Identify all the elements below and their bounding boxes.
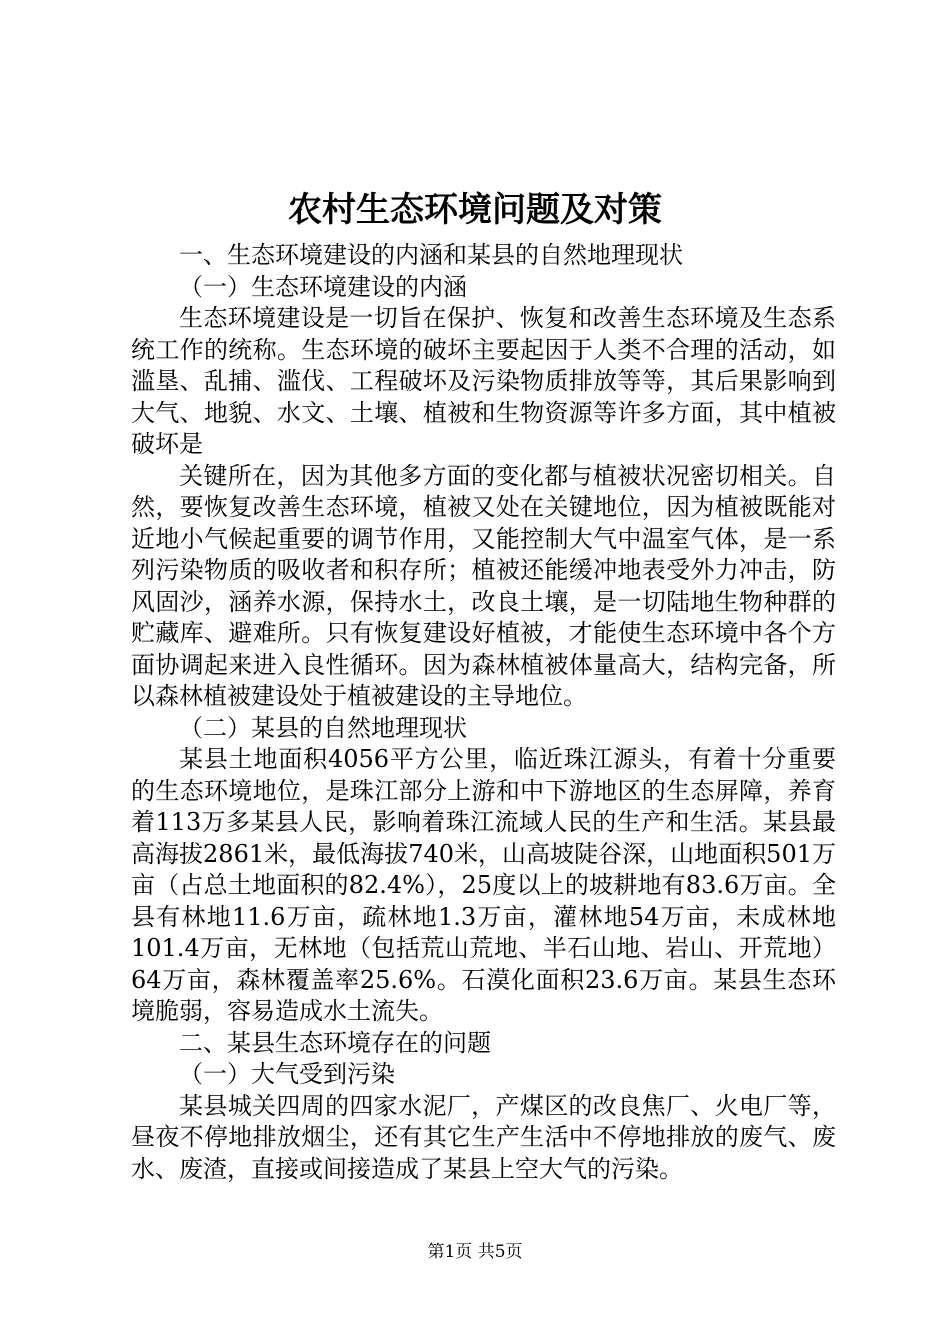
subsection-heading: （一）大气受到污染	[179, 1060, 395, 1088]
paragraph: 关键所在，因为其他多方面的变化都与植被状况密切相关。自然，要恢复改善生态环境，植被又处在关键地位，因为植被既能对近地小气候起重要的调节作用，又能控制大气中温室气体，是一系列污染物质的吸收者和积存所；植被还能缓冲地表受外力冲击，防风固沙，涵养水源，保持水土，改良土壤，是一切陆地生物种群的贮藏库、避难所。只有恢复建设好植被，才能使生态环境中各个方面协调起来进入良性循环。因为森林植被体量高大，结构完备，所以森林植被建设处于植被建设的主导地位。	[131, 461, 836, 710]
paragraph: 某县土地面积4056平方公里，临近珠江源头，有着十分重要的生态环境地位，是珠江部分上游和中下游地区的生态屏障，养育着113万多某县人民，影响着珠江流域人民的生产和生活。某县最高海拔2861米，最低海拔740米，山高坡陡谷深，山地面积501万亩（占总土地面积的82.4%），25度以上的坡耕地有83.6万亩。全县有林地11.6万亩，疏林地1.3万亩，灌林地54万亩，未成林地101.4万亩，无林地（包括荒山荒地、半石山地、岩山、开荒地）64万亩，森林覆盖率25.6%。石漠化面积23.6万亩。某县生态环境脆弱，容易造成水土流失。	[131, 745, 836, 1025]
section-heading: 一、生态环境建设的内涵和某县的自然地理现状	[179, 241, 683, 269]
subsection-heading: （一）生态环境建设的内涵	[179, 272, 467, 301]
subsection-heading: （二）某县的自然地理现状	[179, 713, 467, 742]
document-title: 农村生态环境问题及对策	[288, 190, 662, 230]
section-heading: 二、某县生态环境存在的问题	[179, 1028, 491, 1057]
document-body	[131, 240, 836, 1185]
paragraph: 某县城关四周的四家水泥厂，产煤区的改良焦厂、火电厂等，昼夜不停地排放烟尘，还有其它生产生活中不停地排放的废气、废水、废渣，直接或间接造成了某县上空大气的污染。	[131, 1091, 836, 1183]
paragraph: 生态环境建设是一切旨在保护、恢复和改善生态环境及生态系统工作的统称。生态环境的破坏主要起因于人类不合理的活动，如滥垦、乱捕、滥伐、工程破坏及污染物质排放等等，其后果影响到大气、地貌、水文、土壤、植被和生物资源等许多方面，其中植被破坏是	[131, 304, 836, 458]
page-footer: 第1页 共5页	[427, 1242, 523, 1262]
